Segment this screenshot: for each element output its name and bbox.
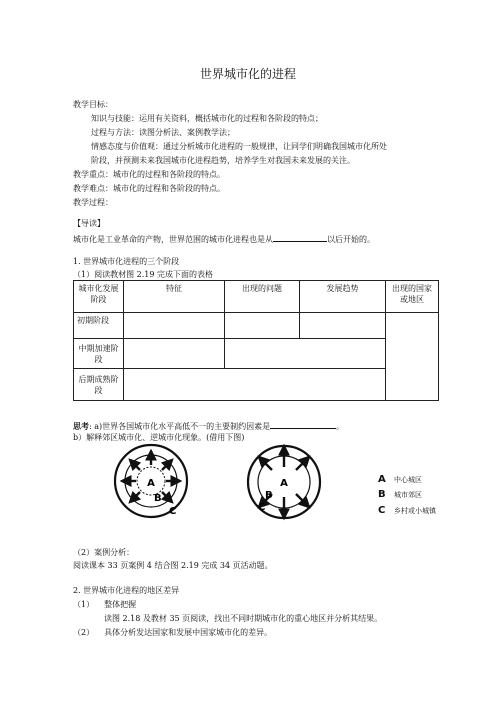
diagram2-label-b: B	[265, 490, 273, 501]
diagram2-label-c: C	[258, 502, 266, 513]
table-cell-empty[interactable]	[386, 313, 439, 401]
legend-letter: C	[378, 505, 386, 516]
table-header-cell: 城市化发展阶段	[74, 281, 124, 313]
table-header-cell: 特征	[124, 281, 225, 313]
table-row-label: 后期成熟阶段	[74, 369, 124, 401]
section2-item2-title: 具体分析发达国家和发展中国家城市化的差异。	[104, 628, 273, 637]
table-header-cell: 出现的问题	[225, 281, 300, 313]
teaching-process: 教学过程：	[73, 198, 113, 207]
table-cell-empty[interactable]	[124, 339, 225, 369]
case-heading: （2）案例分析：	[73, 548, 135, 557]
think-blank[interactable]	[270, 419, 336, 429]
table-cell-empty[interactable]	[225, 339, 386, 369]
stages-table	[73, 280, 439, 401]
section1-heading: 1. 世界城市化进程的三个阶段	[73, 257, 180, 266]
legend-item	[378, 474, 422, 486]
table-row	[74, 369, 439, 401]
section1-sub: （1）阅读教材图 2.19 完成下面的表格	[73, 270, 213, 279]
guide-heading: 【导读】	[73, 219, 105, 228]
table-cell-empty[interactable]	[124, 369, 386, 401]
table-row-label: 中期加速阶段	[74, 339, 124, 369]
counter-urbanization-diagram	[245, 443, 323, 521]
section2-item1-num: （1）	[73, 600, 95, 609]
outward-arrows	[122, 451, 180, 502]
objective-attitude-line1: 情感态度与价值观：通过分析城市化进程的一般规律，让同学们明确我国城市化所处	[91, 142, 387, 151]
case-text: 阅读课本 33 页案例 4 结合图 2.19 完成 34 页活动题。	[73, 561, 273, 570]
legend-item	[378, 505, 436, 517]
key-point: 教学重点：城市化的过程和各阶段的特点。	[73, 170, 225, 179]
think-a-text: : a)世界各国城市化水平高低不一的主要制约因素是	[89, 422, 271, 431]
guide-text-before: 城市化是工业革命的产物，世界范围的城市化进程也是从	[73, 235, 273, 244]
table-row	[74, 313, 439, 339]
objective-attitude-line2: 阶段，并预测未来我国城市化进程趋势，培养学生对我国未来发展的关注。	[91, 156, 355, 165]
objective-method: 过程与方法：读图分析法、案例教学法；	[91, 128, 235, 137]
section2-item1	[73, 599, 136, 610]
section2-item2	[73, 627, 272, 638]
table-row-label: 初期阶段	[74, 313, 124, 339]
think-b: b）解释郊区城市化、逆城市化现象。(借用下图)	[73, 433, 245, 442]
section2-item1-title: 整体把握	[104, 600, 137, 609]
legend-letter: B	[378, 489, 386, 500]
section2-heading: 2. 世界城市化进程的地区差异	[73, 586, 180, 595]
guide-blank[interactable]	[273, 232, 327, 242]
table-header-cell: 出现的国家或地区	[386, 281, 439, 313]
section2-item1-text: 读图 2.18 及教材 35 页阅读，找出不同时期城市化的重心地区并分析其结果。	[104, 614, 383, 623]
think-label: 思考	[73, 421, 89, 431]
diagram1-label-b: B	[154, 493, 162, 504]
think-a-end: 。	[336, 422, 345, 431]
table-cell-empty[interactable]	[225, 313, 300, 339]
table-cell-empty[interactable]	[124, 313, 225, 339]
think-a	[73, 419, 344, 432]
table-cell-empty[interactable]	[300, 313, 386, 339]
objective-knowledge: 知识与技能：运用有关资料，概括城市化的过程和各阶段的特点；	[91, 114, 323, 123]
guide-text	[73, 232, 375, 245]
suburbanization-diagram	[112, 442, 190, 520]
table-row	[74, 339, 439, 369]
legend-label: 乡村或小城镇	[394, 507, 436, 515]
legend-letter: A	[378, 474, 386, 485]
table-header-row	[74, 281, 439, 313]
difficulty: 教学难点：城市化的过程和各阶段的特点。	[73, 184, 225, 193]
guide-text-after: 以后开始的。	[327, 235, 375, 244]
legend-label: 中心城区	[394, 476, 422, 484]
diagram2-label-a: A	[280, 478, 288, 489]
section2-item2-num: （2）	[73, 628, 95, 637]
legend-label: 城市郊区	[394, 491, 422, 499]
table-header-cell: 发展趋势	[300, 281, 386, 313]
diagram1-label-a: A	[147, 478, 155, 489]
diagram1-label-c: C	[169, 506, 177, 517]
page-title: 世界城市化的进程	[199, 67, 296, 81]
objectives-heading: 教学目标：	[73, 100, 113, 109]
legend-item	[378, 489, 422, 501]
